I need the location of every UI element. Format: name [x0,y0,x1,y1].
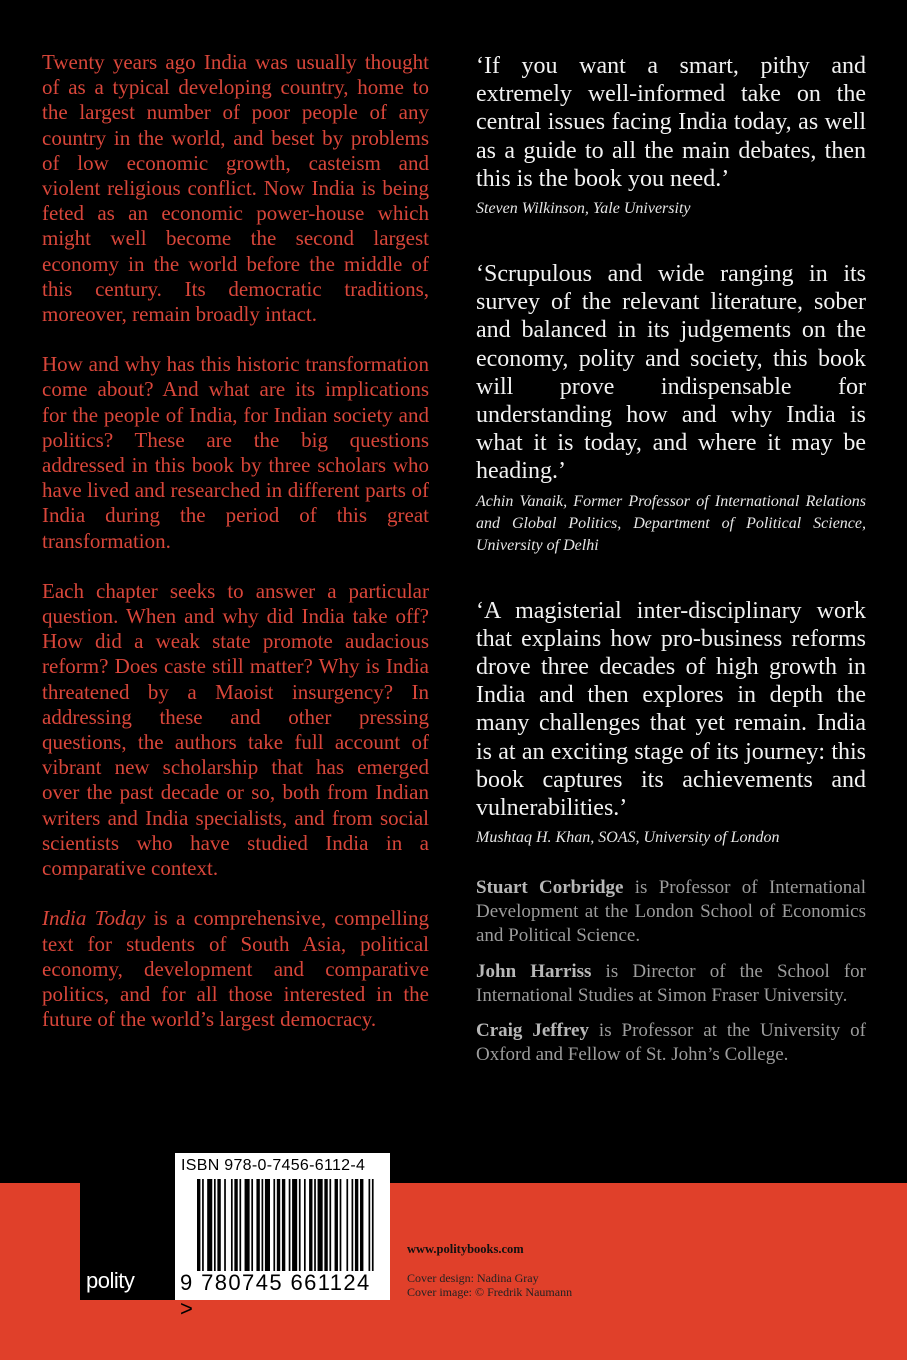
description-paragraph-1: Twenty years ago India was usually thought of as a typical developing country, home to the largest number of poor people of any country in the world, and beset by problems of low economic growth, casteism and violent religious conflict. Now India is being feted as an economic power-house which might well become the second largest economy in the world before the middle of this century. Its democratic traditions, moreover, remain broadly intact. [42,50,429,327]
endorsement-3 [476,597,866,850]
barcode-bar [335,1179,338,1271]
barcode-bar [289,1179,291,1271]
barcode-bar [340,1179,342,1271]
endorsement-quote: ‘Scrupulous and wide ranging in its survey of the relevant literature, sober and balanced in its judgements on the economy, polity and society, this book will prove indispensable for understanding how and why India is what it is today, and where it may be heading.’ [476,261,866,485]
barcode-bar [265,1179,270,1271]
barcode-bar [234,1179,237,1271]
barcode-bar [277,1179,280,1271]
author-bio [476,876,866,949]
author-bio-text: is Professor of International Development at the London School of Economics and Political Science. [476,877,867,947]
barcode-bar [299,1179,301,1271]
author-bios [476,876,866,1078]
endorsement-1 [476,52,866,220]
barcode-bar [324,1179,327,1271]
barcode-bar [292,1179,297,1271]
endorsement-quote: ‘A magisterial inter-disciplinary work that explains how pro-business reforms drove three decades of high growth in India and then explores in depth the many challenges that yet remain. India is at an exciting stage of its journey: this book captures its achievements and vulnerabilities.’ [476,597,866,822]
barcode-bar [314,1179,316,1271]
author-bio-text: is Professor at the University of Oxford and Fellow of St. John’s College. [476,1020,867,1066]
barcode-bar [329,1179,331,1271]
barcode-bar [207,1179,212,1271]
description-paragraph-4 [42,906,429,1032]
barcode-bar [214,1179,216,1271]
barcode-bars [197,1179,377,1271]
barcode-bar [352,1179,354,1271]
barcode-digits: 9 780745 661124 > [180,1270,371,1321]
barcode-bar [239,1179,241,1271]
endorsement-quote: ‘If you want a smart, pithy and extremely well-informed take on the central issues facing India today, as well as a guide to all the main debates, then this is the book you need.’ [476,53,866,192]
endorsement-attribution: Mushtaq H. Khan, SOAS, University of London [476,829,780,847]
barcode-bar [360,1179,363,1271]
isbn-barcode [175,1153,390,1321]
barcode-bar [273,1179,275,1271]
publisher-website: www.politybooks.com [407,1242,524,1256]
description-paragraph-4-text: is a comprehensive, compelling text for students of South Asia, political economy, development and comparative politics, and for all those interested in the future of the world’s largest democracy. [42,906,429,1032]
barcode-bar [282,1179,285,1271]
book-title-italic: India Today [42,906,146,931]
barcode-bar [256,1179,259,1271]
endorsement-attribution: Achin Vanaik, Former Professor of International Relations and Global Politics, Department of Political Science, University of Delhi [476,492,866,554]
barcode-bar [251,1179,253,1271]
barcode-bar [262,1179,264,1271]
cover-image-credit: Cover image: © Fredrik Naumann [407,1284,573,1299]
barcode-bar [369,1179,371,1271]
barcode-bar [245,1179,250,1271]
endorsement-2 [476,260,866,557]
barcode-bar [304,1179,306,1271]
author-bio-text: is Director of the School for International Studies at Simon Fraser University. [476,960,866,1006]
barcode-bar [202,1179,204,1271]
cover-credits [407,1272,572,1299]
barcode-bar [224,1179,226,1271]
author-name: Stuart Corbridge [476,877,624,898]
barcode-bar [318,1179,323,1271]
cover-design-credit: Cover design: Nadina Gray [407,1271,539,1285]
description-paragraph-2: How and why has this historic transformation come about? And what are its implications for the people of India, for Indian society and politics? These are the big questions addressed in this book by three scholars who have lived and researched in different parts of India during the period of this great transformation. [42,352,429,553]
endorsements [476,52,866,849]
description-paragraph-3: Each chapter seeks to answer a particular question. When and why did India take off? How did a weak state promote audacious reform? Does caste still matter? Why is India threatened by a Maoist insurgency? In addressing these and other pressing questions, the authors take full account of vibrant new scholarship that has emerged over the past decade or so, both from Indian writers and India specialists, and from social scientists who have studied India in a comparative context. [42,578,429,881]
barcode-bar [346,1179,348,1271]
book-description [42,50,429,1057]
barcode-bar [217,1179,220,1271]
author-name: Craig Jeffrey [476,1020,589,1042]
barcode-bar [372,1179,374,1271]
isbn-label: ISBN 978-0-7456-6112-4 [181,1157,366,1174]
barcode-bar [231,1179,233,1271]
author-name: John Harriss [476,960,592,982]
barcode-bar [197,1179,200,1271]
barcode-bar [309,1179,312,1271]
publisher-logo: polity [86,1268,135,1293]
barcode-bar [355,1179,358,1271]
author-bio [476,960,866,1008]
author-bio [476,1019,866,1067]
endorsement-attribution: Steven Wilkinson, Yale University [476,200,691,218]
publisher-logo-box [80,1153,175,1300]
